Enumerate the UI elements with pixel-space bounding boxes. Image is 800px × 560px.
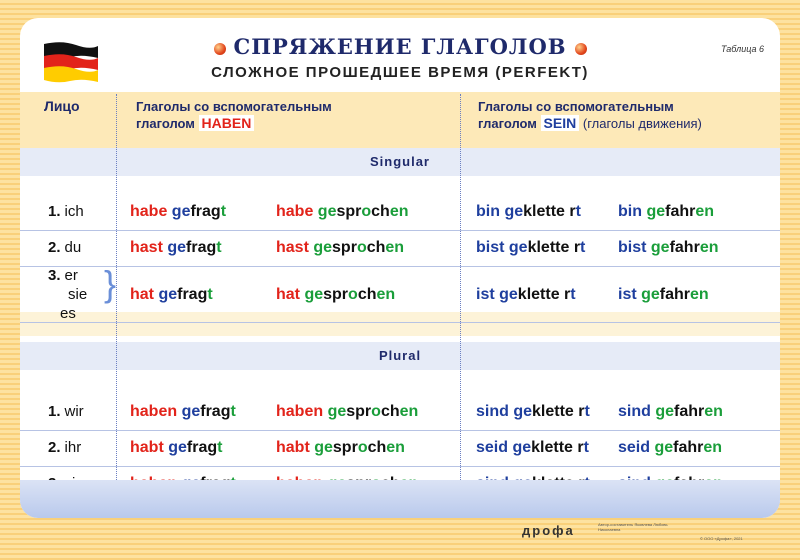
verb-geklettert: sind geklette rt (476, 403, 590, 420)
verb-gefragt: haben gefragt (130, 403, 236, 420)
auxiliary-sein: bin (618, 203, 642, 220)
pronoun: du (64, 239, 82, 256)
table-row (20, 430, 780, 467)
person-cell: 3. er sie es } (48, 263, 117, 322)
section-singular: Singular (20, 148, 780, 176)
auxiliary-sein: ist (476, 286, 495, 303)
bottom-band (20, 480, 780, 518)
pronoun: ihr (64, 439, 82, 456)
auxiliary-sein: sind (618, 403, 651, 420)
verb-gefahren: seid gefahren (618, 439, 723, 456)
auxiliary-haben: haben (130, 403, 178, 420)
section-plural: Plural (20, 342, 780, 370)
pronoun: er (64, 267, 78, 284)
haben-keyword: HABEN (199, 115, 255, 131)
auxiliary-haben: habe (130, 203, 168, 220)
bullet-icon (575, 43, 587, 55)
sein-keyword: SEIN (541, 115, 580, 131)
verb-gefahren: bin gefahren (618, 203, 715, 220)
auxiliary-haben: habe (276, 203, 314, 220)
auxiliary-sein: seid (476, 439, 509, 456)
verb-gefragt: hat gefragt (130, 286, 213, 303)
verb-gesprochen: hat gesprochen (276, 286, 396, 303)
verb-gefragt: hast gefragt (130, 239, 222, 256)
pronoun: wir (64, 403, 84, 420)
poster-card (20, 18, 780, 518)
person-cell: 1. ich (48, 203, 84, 220)
auxiliary-haben: hat (130, 286, 154, 303)
table-row (20, 194, 780, 231)
poster-header (20, 18, 780, 88)
column-separator (116, 94, 117, 480)
auxiliary-haben: hat (276, 286, 300, 303)
auxiliary-sein: ist (618, 286, 637, 303)
table-row (20, 263, 780, 323)
verb-gefahren: bist gefahren (618, 239, 719, 256)
publisher-logo: дрофа (522, 523, 575, 538)
page-subtitle: СЛОЖНОЕ ПРОШЕДШЕЕ ВРЕМЯ (PERFEKT) (211, 64, 589, 81)
fine-print: © ООО «Дрофа», 2021 (700, 536, 743, 541)
verb-gesprochen: habe gesprochen (276, 203, 409, 220)
pronoun: es (60, 305, 76, 322)
verb-geklettert: bist geklette rt (476, 239, 586, 256)
verb-gefragt: habe gefragt (130, 203, 227, 220)
person-cell: 2. du (48, 239, 82, 256)
verb-geklettert: seid geklette rt (476, 439, 589, 456)
person-cell: 1. wir (48, 403, 84, 420)
page-title: СПРЯЖЕНИЕ ГЛАГОЛОВ (20, 34, 780, 59)
brace-icon: } (104, 263, 117, 304)
auxiliary-haben: hast (276, 239, 309, 256)
auxiliary-sein: seid (618, 439, 651, 456)
table-row (20, 394, 780, 431)
fine-print: Автор-составитель Яковлева Любовь Николаевна (598, 522, 668, 532)
verb-gesprochen: hast gesprochen (276, 239, 405, 256)
auxiliary-sein: sind (476, 403, 509, 420)
auxiliary-haben: hast (130, 239, 163, 256)
verb-gesprochen: habt gesprochen (276, 439, 405, 456)
auxiliary-haben: habt (130, 439, 164, 456)
column-separator (460, 94, 461, 480)
verb-gefahren: ist gefahren (618, 286, 709, 303)
table-number: Таблица 6 (720, 44, 764, 54)
verb-gefragt: habt gefragt (130, 439, 223, 456)
column-haben: Глаголы со вспомогательным глаголом HABEN (136, 99, 332, 131)
pronoun: sie (68, 286, 88, 303)
auxiliary-haben: haben (276, 403, 324, 420)
verb-geklettert: ist geklette rt (476, 286, 576, 303)
verb-gefahren: sind gefahren (618, 403, 723, 420)
auxiliary-sein: bist (476, 239, 505, 256)
table-row (20, 230, 780, 267)
pronoun: ich (64, 203, 84, 220)
bullet-icon (214, 43, 226, 55)
person-cell: 2. ihr (48, 439, 82, 456)
verb-gesprochen: haben gesprochen (276, 403, 419, 420)
auxiliary-sein: bist (618, 239, 647, 256)
verb-geklettert: bin geklette rt (476, 203, 581, 220)
column-sein: Глаголы со вспомогательным глаголом SEIN (глаголы движения) (478, 99, 702, 131)
auxiliary-sein: bin (476, 203, 500, 220)
column-header-row (20, 92, 780, 156)
auxiliary-haben: habt (276, 439, 310, 456)
column-person: Лицо (44, 98, 80, 114)
